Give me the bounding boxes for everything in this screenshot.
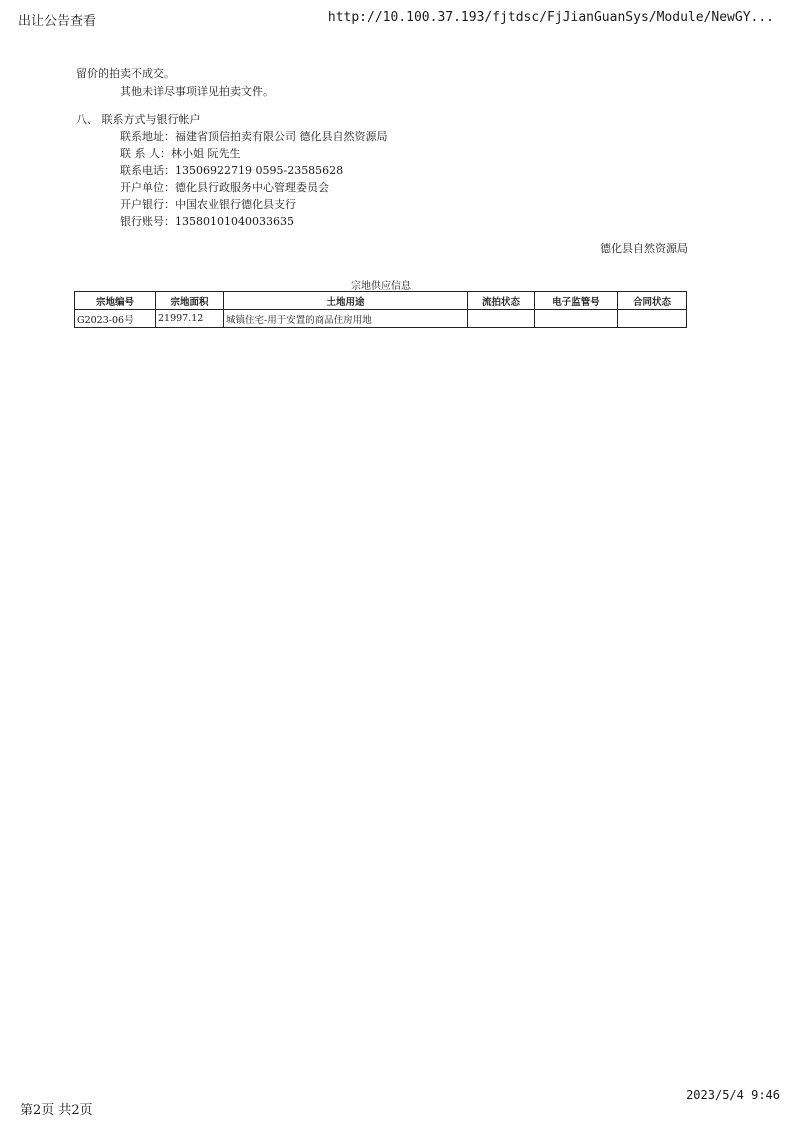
contact-label: 联 系 人： xyxy=(120,147,171,160)
contact-address xyxy=(120,130,388,144)
col-header-supervision-no: 电子监管号 xyxy=(535,292,618,310)
section-8-heading: 八、 联系方式与银行帐户 xyxy=(76,113,201,126)
table-title: 宗地供应信息 xyxy=(351,281,411,292)
header-title: 出让公告查看 xyxy=(18,14,97,29)
contact-label: 开户单位： xyxy=(120,181,175,194)
cell-contract-status xyxy=(618,310,687,328)
col-header-contract-status: 合同状态 xyxy=(618,292,687,310)
cell-land-use: 城镇住宅-用于安置的商品住房用地 xyxy=(224,310,468,328)
account-unit xyxy=(120,181,329,195)
table-row xyxy=(75,310,687,328)
contact-label: 联系地址： xyxy=(120,130,175,143)
col-header-parcel-no: 宗地编号 xyxy=(75,292,156,310)
contact-value: 林小姐 阮先生 xyxy=(171,147,241,160)
contact-person xyxy=(120,147,241,161)
land-supply-table xyxy=(74,291,687,328)
table-header-row xyxy=(75,292,687,310)
contact-label: 联系电话： xyxy=(120,164,175,177)
account-number xyxy=(120,215,294,229)
contact-value: 13506922719 0595-23585628 xyxy=(175,164,344,177)
cell-supervision-no xyxy=(535,310,618,328)
contact-value: 13580101040033635 xyxy=(175,215,294,228)
cell-parcel-no: G2023-06号 xyxy=(75,310,156,328)
signature-authority: 德化县自然资源局 xyxy=(600,242,688,255)
contact-label: 开户银行： xyxy=(120,198,175,211)
contact-value: 德化县行政服务中心管理委员会 xyxy=(175,181,329,194)
contact-value: 中国农业银行德化县支行 xyxy=(175,198,296,211)
page-number: 第2页 共2页 xyxy=(20,1103,93,1118)
col-header-land-use: 土地用途 xyxy=(224,292,468,310)
account-bank xyxy=(120,198,296,212)
cell-failed-auction xyxy=(468,310,535,328)
contact-label: 银行账号： xyxy=(120,215,175,228)
col-header-failed-auction: 流拍状态 xyxy=(468,292,535,310)
body-line-2: 其他未详尽事项详见拍卖文件。 xyxy=(120,85,274,98)
col-header-area: 宗地面积 xyxy=(156,292,224,310)
body-line-1: 留价的拍卖不成交。 xyxy=(76,67,175,80)
print-timestamp: 2023/5/4 9:46 xyxy=(686,1088,780,1102)
cell-area: 21997.12 xyxy=(156,310,224,328)
contact-value: 福建省顶信拍卖有限公司 德化县自然资源局 xyxy=(175,130,388,143)
header-url: http://10.100.37.193/fjtdsc/FjJianGuanSys/Module/NewGY... xyxy=(327,10,774,25)
contact-phone xyxy=(120,164,343,178)
